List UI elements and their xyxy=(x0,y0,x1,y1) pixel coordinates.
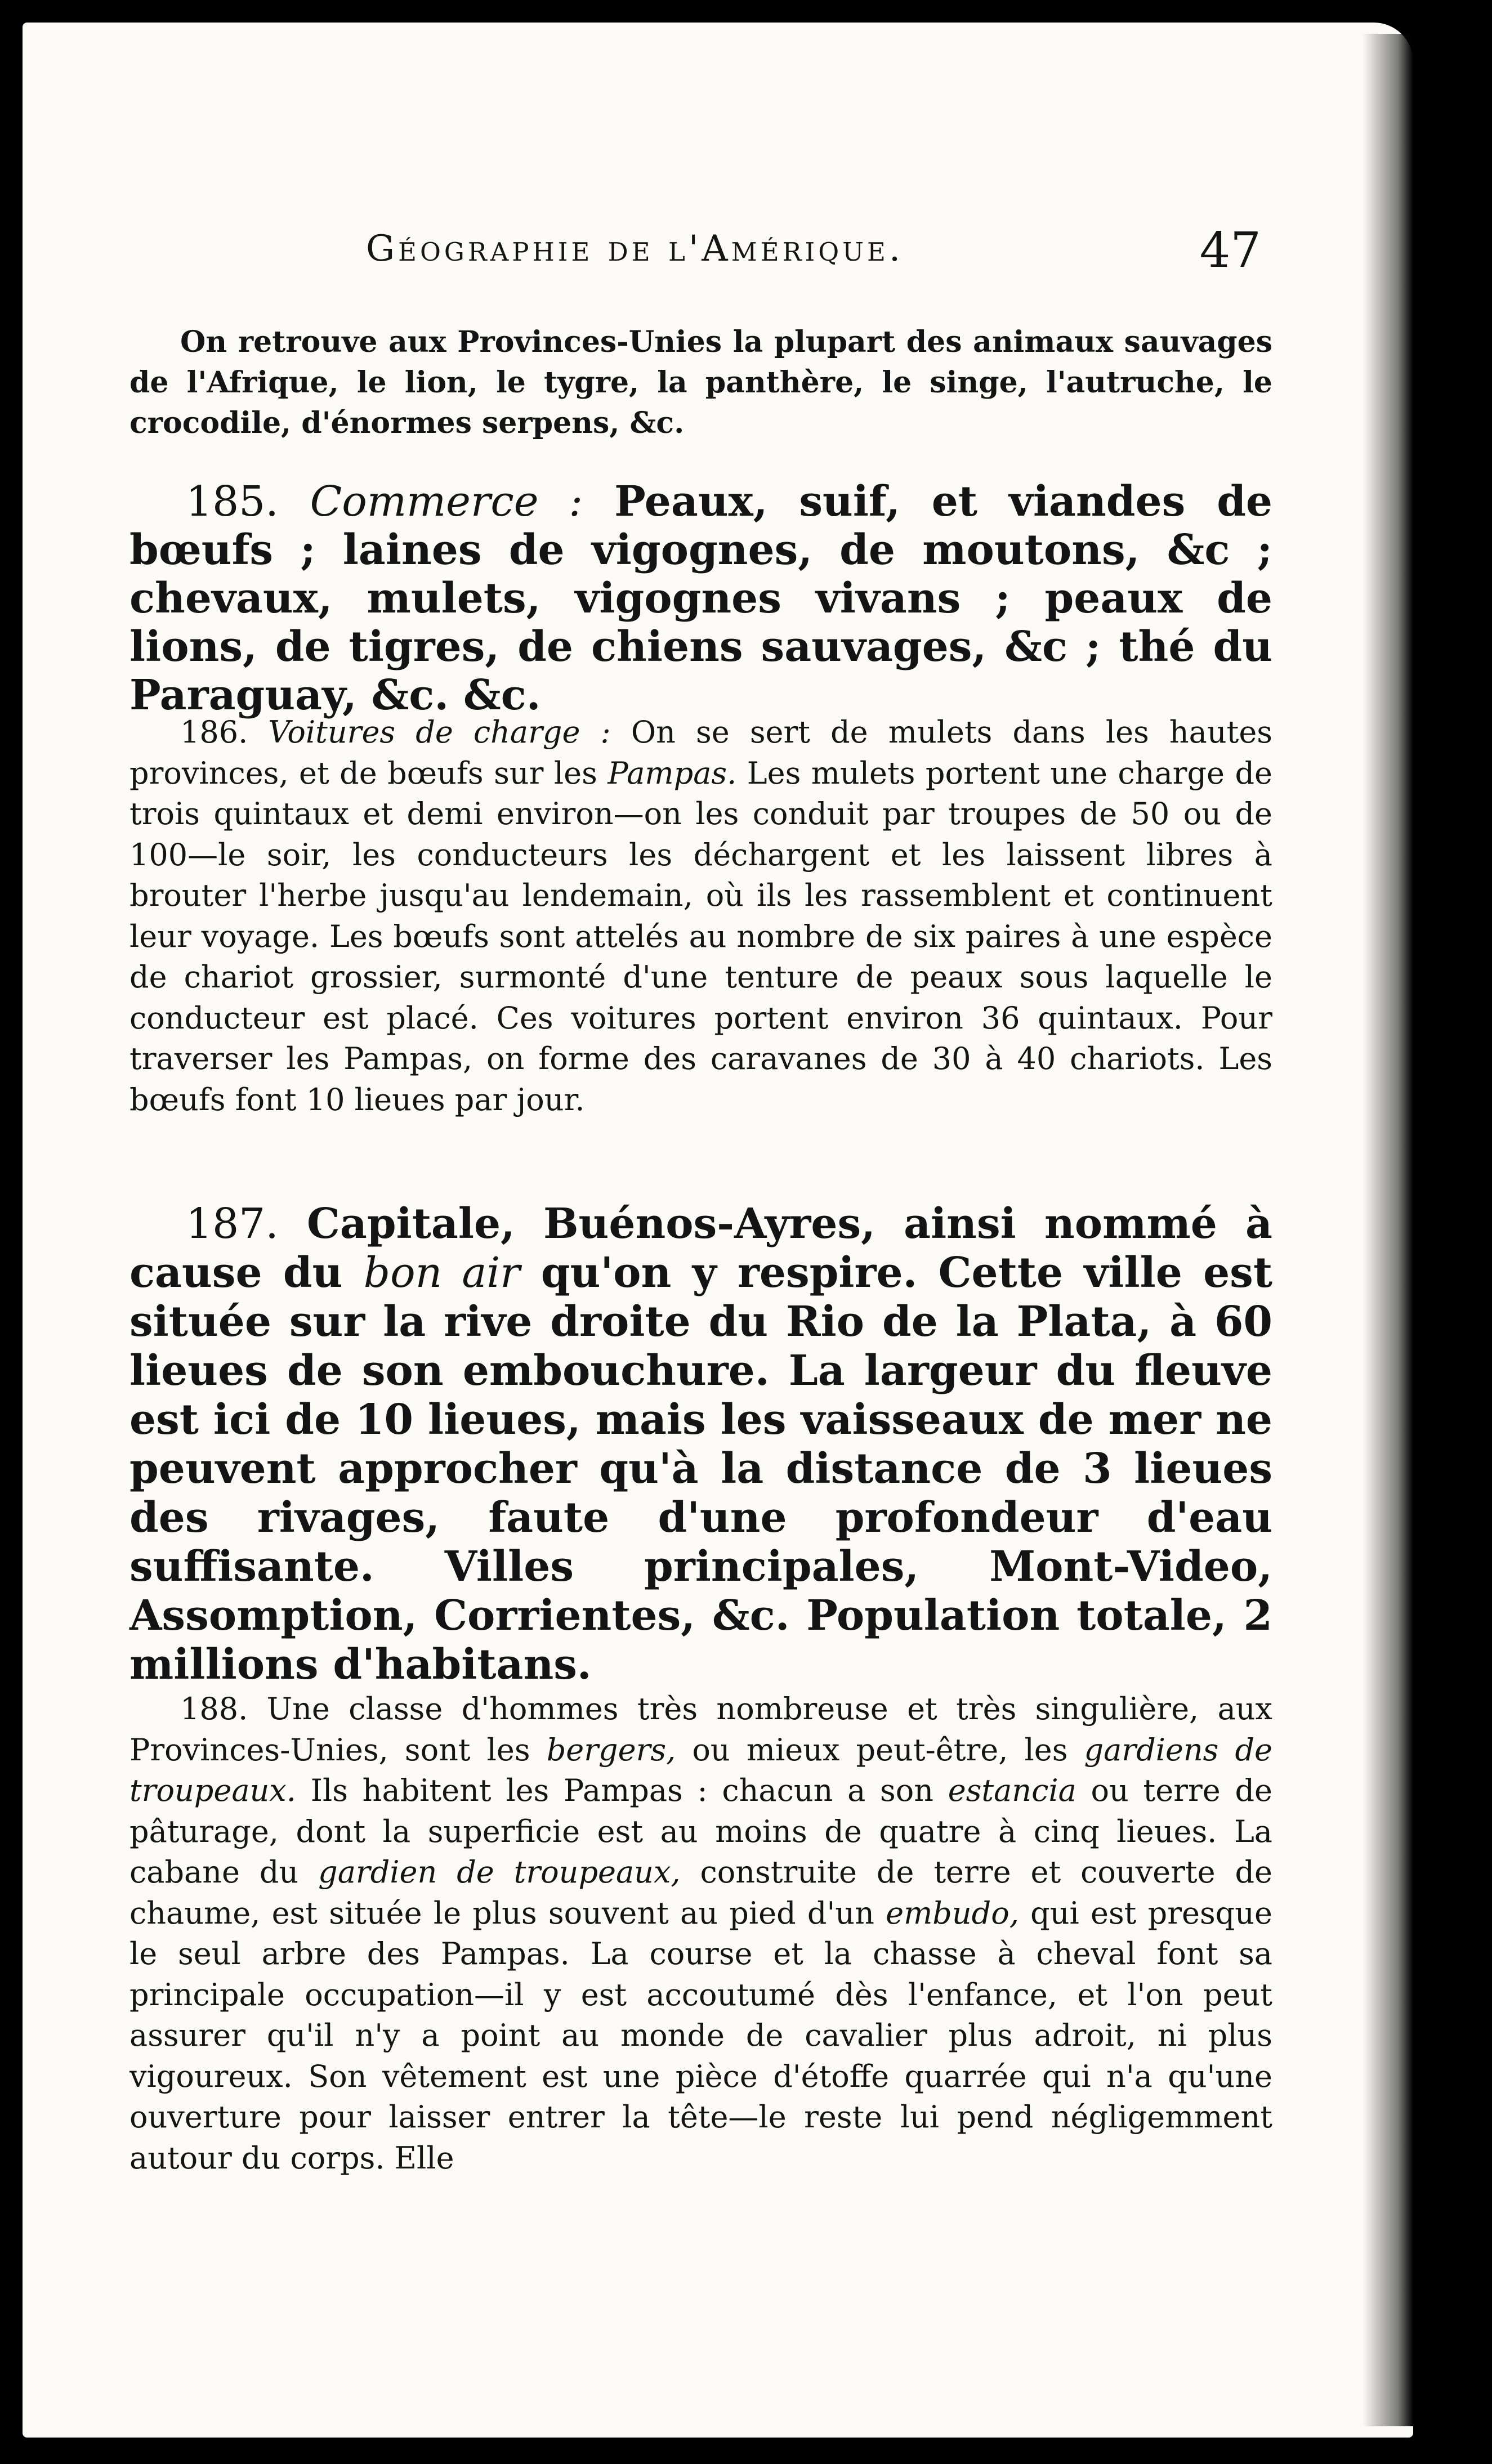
paragraph-188 xyxy=(129,1689,1272,2179)
paragraph-185 xyxy=(129,477,1272,719)
paragraph-text: construite de terre et couverte de chaume, est située le plus souvent au pied d'un xyxy=(129,1854,1273,1931)
scan-border-left xyxy=(0,0,23,2464)
paragraph-text: Peaux, suif, et viandes de bœufs ; laines de vigognes, de moutons, &c ; chevaux, mulets, vigognes vivans ; peaux de lions, de tigres, de chiens sauvages, &c ; thé du Paraguay, &c. &c. xyxy=(129,477,1273,719)
running-header xyxy=(129,222,1272,284)
paragraph-italic: gardien de troupeaux, xyxy=(318,1854,681,1890)
paragraph-186 xyxy=(129,712,1272,1120)
paragraph-text: On se sert de mulets dans les hautes provinces, et de bœufs sur les xyxy=(129,714,1273,791)
paragraph-text: qu'on y respire. Cette ville est située sur la rive droite du Rio de la Plata, à 60 lieues de son embouchure. La largeur du fleuve est ici de 10 lieues, mais les vaisseaux de mer ne peuvent approcher qu'à la distance de 3 lieues des rivages, faute d'une profondeur d'eau suffisante. Villes principales, Mont-Video, Assomption, Corrientes, &c. Population totale, 2 millions d'habitans. xyxy=(129,1249,1273,1689)
paragraph-text: qui est presque le seul arbre des Pampas. La course et la chasse à cheval font sa principale occupation—il y est accoutumé dès l'enfance, et l'on peut assurer qu'il n'y a point au monde de cavalier plus adroit, ni plus vigoureux. Son vêtement est une pièce d'étoffe quarrée qui n'a qu'une ouverture pour laisser entrer la tête—le reste lui pend négligemment autour du corps. Elle xyxy=(129,1895,1272,2176)
paragraph-italic: Pampas. xyxy=(607,755,737,791)
paragraph-number: 185. xyxy=(186,477,279,526)
paragraph-heading: Commerce : xyxy=(310,477,583,526)
intro-text: On retrouve aux Provinces-Unies la plupart des animaux sauvages de l'Afrique, le lion, le tygre, la panthère, le singe, l'autruche, le crocodile, d'énormes serpens, &c. xyxy=(129,325,1272,440)
page-edge-shadow xyxy=(1363,34,1413,2426)
paragraph-text: Les mulets portent une charge de trois quintaux et demi environ—on les conduit par troupes de 50 ou de 100—le soir, les conducteurs les déchargent et les laissent libres à brouter l'herbe jusqu'au lendemain, où ils les rassemblent et continuent leur voyage. Les bœufs sont attelés au nombre de six paires à une espèce de chariot grossier, surmonté d'une tenture de peaux sous laquelle le conducteur est placé. Ces voitures portent environ 36 quintaux. Pour traverser les Pampas, on forme des caravanes de 30 à 40 chariots. Les bœufs font 10 lieues par jour. xyxy=(129,755,1272,1117)
paragraph-text: ou mieux peut-être, les xyxy=(692,1732,1068,1768)
paragraph-italic: bergers, xyxy=(546,1732,676,1768)
paragraph-text: Capitale, Buénos-Ayres, ainsi nommé à cause du xyxy=(129,1200,1272,1297)
paragraph-heading: Voitures de charge : xyxy=(268,714,611,750)
paragraph-text: ou terre de pâturage, dont la superficie est au moins de quatre à cinq lieues. La cabane du xyxy=(129,1773,1272,1890)
paragraph-number: 188. xyxy=(180,1691,248,1727)
paragraph-intro xyxy=(129,322,1272,444)
paragraph-text: Ils habitent les Pampas : chacun a son xyxy=(310,1773,934,1808)
page-number: 47 xyxy=(1199,222,1261,279)
paragraph-italic: bon air xyxy=(363,1249,520,1297)
paragraph-number: 187. xyxy=(186,1200,279,1248)
paragraph-text: Une classe d'hommes très nombreuse et très singulière, aux Provinces-Unies, sont les xyxy=(129,1691,1273,1768)
running-title: Géographie de l'Amérique. xyxy=(366,228,904,270)
paragraph-187 xyxy=(129,1200,1272,1689)
paragraph-italic: gardiens de troupeaux. xyxy=(129,1732,1273,1808)
paragraph-number: 186. xyxy=(180,714,248,750)
paragraph-italic: estancia xyxy=(948,1773,1076,1808)
paragraph-italic: embudo, xyxy=(886,1895,1019,1931)
